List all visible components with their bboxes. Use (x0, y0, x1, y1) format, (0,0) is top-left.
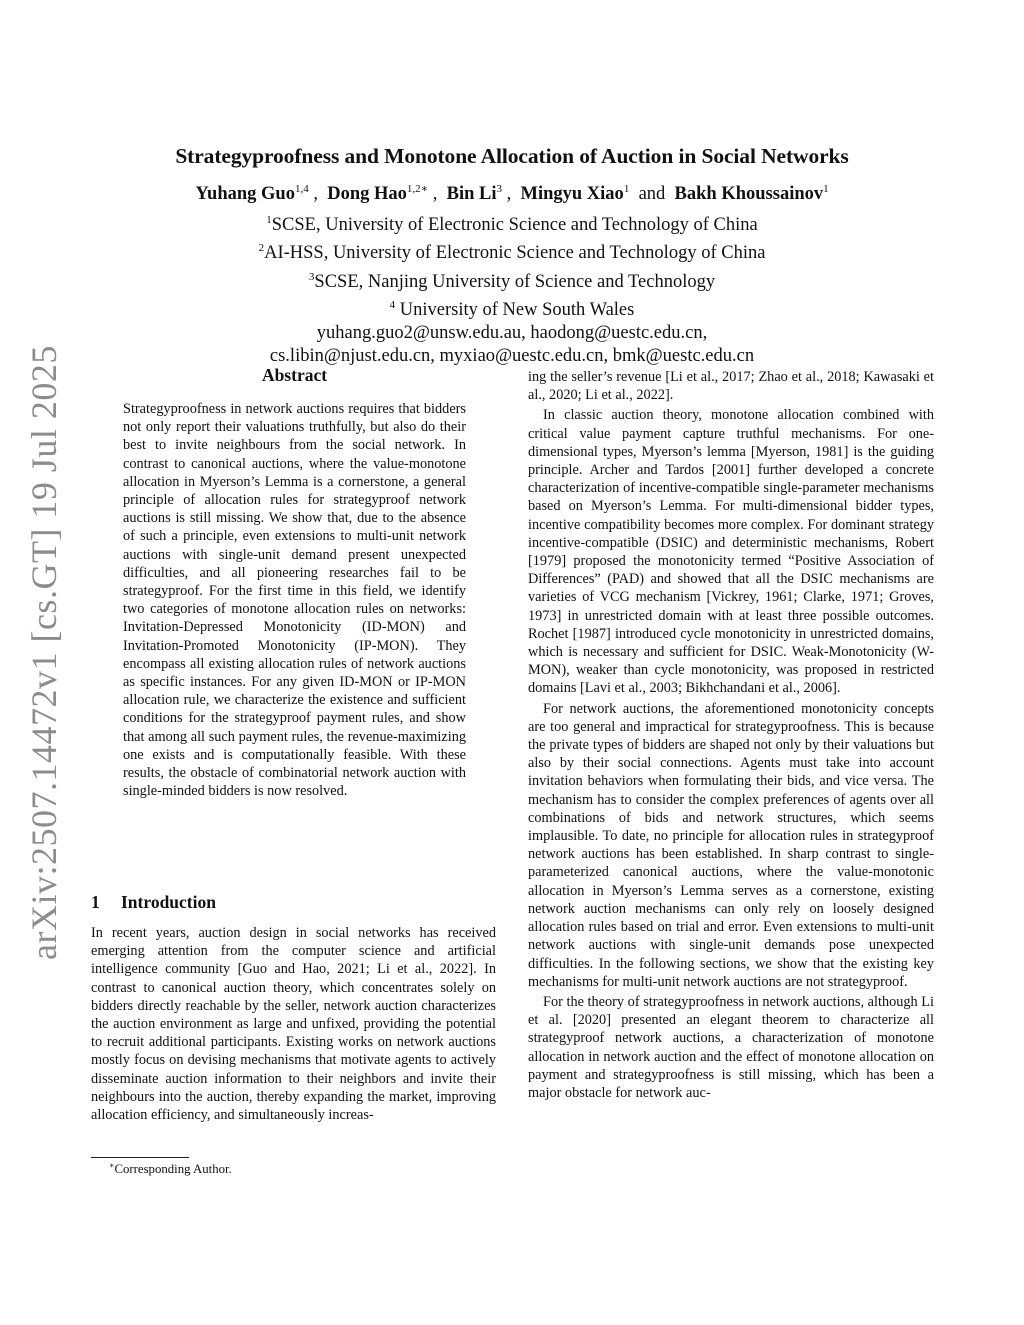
author-conjunction: and (638, 184, 666, 204)
abstract-heading: Abstract (261, 365, 328, 385)
affiliation-block (0, 209, 1024, 369)
body-paragraph: ing the seller’s revenue [Li et al., 2017; Zhao et al., 2018; Kawasaki et al., 2020; Li et al., 2022]. (528, 369, 934, 404)
author-affil-mark: 1,2∗ (406, 183, 429, 195)
author-affil-mark: 1,4 (294, 183, 309, 195)
author-affil-mark: 3 (496, 183, 502, 195)
email-line[interactable]: cs.libin@njust.edu.cn, myxiao@uestc.edu.cn, bmk@uestc.edu.cn (269, 346, 755, 367)
affil-text: SCSE, Nanjing University of Science and Technology (314, 271, 716, 292)
affil-text: AI-HSS, University of Electronic Science and Technology of China (264, 243, 766, 264)
section-heading (91, 892, 216, 913)
affil-mark: 2 (258, 242, 265, 255)
section-number: 1 (91, 892, 100, 912)
right-column (528, 368, 934, 1102)
footnote-mark: ∗ (109, 1161, 115, 1170)
affil-text: University of New South Wales (395, 299, 635, 320)
body-paragraph: For network auctions, the aforementioned monotonicity concepts are too general and impractical for strategyproofness. This is because the private types of bidders are shaped not only by their valuations but also by their social connections. Agents must take into account invitation behaviors when formulating their bids, and vice versa. The mechanism has to consider the complex preferences of agents over all combinations of bids and network structures, which seems implausible. To date, no principle for allocation rules in strategyproof network auctions has been established. In sharp contrast to single-parameterized canonical auctions, where the value-monotonic allocation in Myerson’s Lemma serves as a cornerstone, existing network auction mechanisms can only rely on loosely designed allocation rules based on trial and error. Even extensions to multi-unit network auctions with single-unit demands pose unexpected difficulties. In the following sections, we show that the existing key mechanisms for multi-unit network auctions are not strategyproof. (528, 700, 934, 990)
author-name: Bin Li (446, 184, 497, 204)
author-name: Dong Hao (327, 184, 407, 204)
affil-text: SCSE, University of Electronic Science and Technology of China (271, 215, 758, 235)
footnote-divider (91, 1157, 189, 1158)
author-name: Bakh Khoussainov (674, 184, 824, 204)
footnote (109, 1161, 232, 1177)
intro-paragraph: In recent years, auction design in social networks has received emerging attention from the computer science and artificial intelligence community [Guo and Hao, 2021; Li et al., 2022]. In contrast to canonical auction theory, which concentrates solely on bidders directly reachable by the seller, network auction characterizes the auction environment as large and unfixed, providing the potential to recruit additional participants. Existing works on network auctions mostly focus on devising mechanisms that motivate agents to actively disseminate auction information to their neighbors and invite their neighbours into the auction, thereby expanding the market, improving allocation efficiency, and simultaneously increas- (91, 925, 496, 1124)
affiliation-line (0, 209, 1024, 237)
email-line[interactable]: yuhang.guo2@unsw.edu.au, haodong@uestc.edu.cn, (316, 323, 708, 344)
body-paragraph: In classic auction theory, monotone allocation combined with critical value payment capture truthful mechanisms. For one-dimensional types, Myerson’s lemma [Myerson, 1981] is the guiding principle. Archer and Tardos [2001] further developed a concrete characterization of incentive-compatible single-parameter mechanisms based on Myerson’s Lemma. For multi-dimensional bidder types, incentive compatibility becomes more complex. For dominant strategy incentive-compatible (DSIC) and deterministic mechanisms, Robert [1979] proposed the monotonicity termed “Positive Association of Differences” (PAD) and showed that all the DSIC mechanisms are varieties of VCG mechanism [Vickrey, 1961; Clarke, 1971; Groves, 1973] in unrestricted domain with at least three possible outcomes. Rochet [1987] introduced cycle monotonicity in unrestricted domains, which is necessary and sufficient for DSIC. Weak-Monotonicity (W-MON), weaker than cycle monotonicity, was proposed in restricted domains [Lavi et al., 2003; Bikhchandani et al., 2006]. (528, 407, 934, 697)
affil-mark: 3 (308, 270, 315, 283)
arxiv-identifier[interactable]: arXiv:2507.14472v1 [cs.GT] 19 Jul 2025 (24, 345, 64, 960)
footnote-text: Corresponding Author. (114, 1162, 232, 1176)
affiliation-line (0, 237, 1024, 265)
abstract-text: Strategyproofness in network auctions requires that bidders not only report their valuations truthfully, but also do their best to invite neighbours from the social network. In contrast to canonical auctions, where the value-monotone allocation in Myerson’s Lemma is a cornerstone, a general principle of allocation rules for strategyproof network auctions is still missing. We show that, due to the absence of such a principle, even extensions to multi-unit network auctions with single-unit demand present unexpected difficulties, and all pioneering researches fail to be strategyproof. For the first time in this field, we identify two categories of monotone allocation rules on networks: Invitation-Depressed Monotonicity (ID-MON) and Invitation-Promoted Monotonicity (IP-MON). They encompass all existing allocation rules of network auctions as specific instances. For any given ID-MON or IP-MON allocation rule, we characterize the existence and sufficient conditions for the strategyproof payment rules, and show that among all such payment rules, the revenue-maximizing one exists and is computationally feasible. With these results, the obstacle of combinatorial network auction with single-minded bidders is now resolved. (123, 401, 466, 800)
section-title: Introduction (121, 892, 216, 912)
body-paragraph: For the theory of strategyproofness in network auctions, although Li et al. [2020] presented an elegant theorem to characterize all strategyproof network auctions, a characterization of monotone allocation in network auction and the effect of monotone allocation on payment and strategyproofness is still missing, which has been a major obstacle for network auc- (528, 993, 934, 1101)
author-name: Yuhang Guo (195, 184, 295, 204)
affil-mark: 4 (389, 298, 396, 311)
author-list: Yuhang Guo$^{1,4}$ , Dong Hao$^{1,2∗}$ , Bin Li$^3$ , Mingyu Xiao$^1$ and Bakh Khoussainov$^1$ (195, 183, 829, 204)
affiliation-line (0, 294, 1024, 322)
affil-mark: 1 (266, 214, 272, 226)
affiliation-line (0, 266, 1024, 294)
author-name: Mingyu Xiao (520, 184, 624, 204)
author-affil-mark: 1 (823, 183, 829, 195)
paper-title: Strategyproofness and Monotone Allocation of Auction in Social Networks (175, 144, 849, 168)
author-affil-mark: 1 (623, 183, 630, 195)
